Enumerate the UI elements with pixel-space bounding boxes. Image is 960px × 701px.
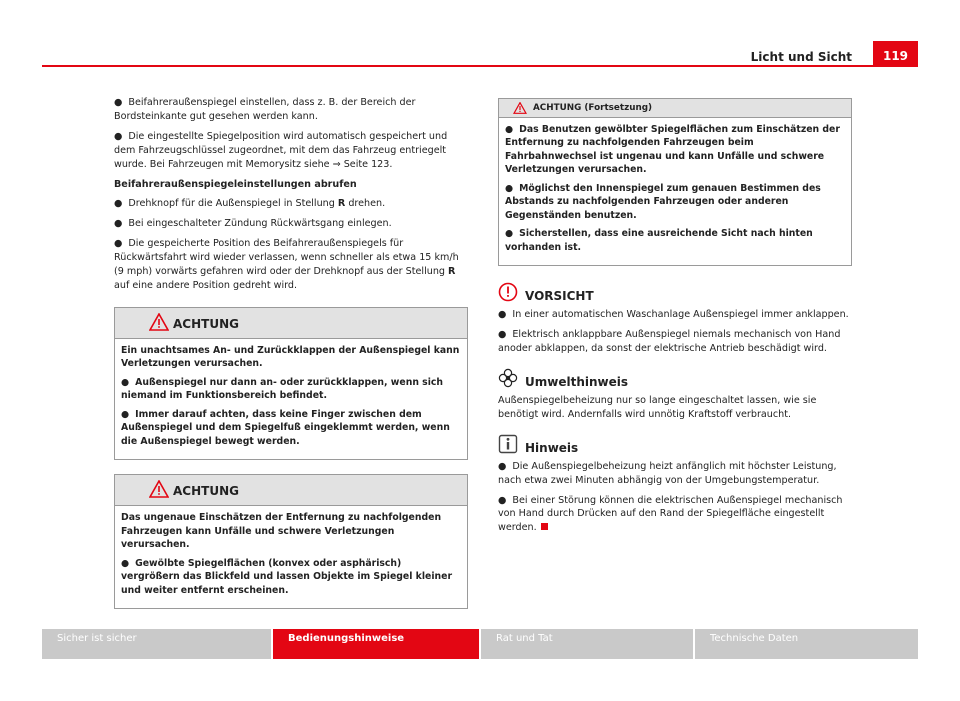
right-column <box>498 98 852 541</box>
list-item: ● Bei einer Störung können die elektrischen Außenspiegel mechanisch von Hand durch Drücken auf den Rand der Spiegelfläche eingestellt werden. <box>498 494 843 534</box>
end-marker-icon <box>541 523 548 530</box>
warning-box <box>114 474 468 609</box>
list-item: ● Drehknopf für die Außenspiegel in Stellung R drehen. <box>114 198 386 210</box>
info-icon <box>498 434 518 454</box>
list-item: ● Das Benutzen gewölbter Spiegelflächen zum Einschätzen der Entfernung zu nachfolgenden Fahrzeugen beim Fahrbahnwechsel ist ungenau und kann Unfälle und schwere Verletzungen verursachen. <box>505 124 840 176</box>
list-item: ● Außenspiegel nur dann an- oder zurückklappen, wenn sich niemand im Funktionsbereich befindet. <box>121 376 444 402</box>
caution-title: VORSICHT <box>525 289 594 304</box>
warning-triangle-icon <box>149 480 169 498</box>
left-column <box>114 96 468 609</box>
warning-box <box>114 307 468 460</box>
bullet-icon: ● <box>121 408 130 420</box>
caution-section <box>498 282 852 356</box>
note-title: Hinweis <box>525 440 579 455</box>
bullet-icon: ● <box>121 557 130 569</box>
list-item: ● Bei eingeschalteter Zündung Rückwärtsgang einlegen. <box>114 218 392 230</box>
header-divider <box>42 65 918 67</box>
environment-text: Außenspiegelbeheizung nur so lange eingeschaltet lassen, wie sie benötigt wird. Andernfalls wird unnötig Kraftstoff verbraucht. <box>498 394 817 420</box>
bullet-icon: ● <box>114 198 123 210</box>
warning-box-header <box>499 99 851 118</box>
bullet-icon: ● <box>505 182 514 194</box>
list-item: ● Immer darauf achten, dass keine Finger zwischen dem Außenspiegel und dem Spiegelfuß eingeklemmt werden, wenn die Außenspiegel bewegt werden. <box>121 408 450 447</box>
list-item: ● Die gespeicherte Position des Beifahreraußenspiegels für Rückwärtsfahrt wird wieder verlassen, wenn schneller als etwa 15 km/h (9 mph) vorwärts gefahren wird oder der Drehknopf aus der Stellung R auf eine andere Position gedreht wird. <box>114 238 459 291</box>
list-item: ● Die eingestellte Spiegelposition wird automatisch gespeichert und dem Fahrzeugschlüssel zugeordnet, mit dem das Fahrzeug entriegelt wurde. Bei Fahrzeugen mit Memorysitz siehe ⇒ Seite 123. <box>114 130 448 170</box>
list-item: ● Die Außenspiegelbeheizung heizt anfänglich mit höchster Leistung, nach etwa zwei Minuten abhängig von der Umgebungstemperatur. <box>498 460 837 486</box>
bullet-icon: ● <box>505 124 514 135</box>
environment-title: Umwelthinweis <box>525 374 629 389</box>
warning-box-header <box>115 308 467 339</box>
caution-icon <box>498 282 518 302</box>
warning-title: ACHTUNG <box>173 484 239 499</box>
warning-box-continued <box>498 98 852 266</box>
note-section <box>498 434 852 536</box>
bullet-icon: ● <box>498 460 507 472</box>
flower-icon <box>498 368 518 388</box>
bullet-icon: ● <box>498 329 507 341</box>
warning-triangle-icon <box>149 313 169 331</box>
list-item: ● Elektrisch anklappbare Außenspiegel niemals mechanisch von Hand anoder abklappen, da sonst der elektrische Antrieb beschädigt wird. <box>498 329 841 355</box>
footer-tab-sicher[interactable]: Sicher ist sicher <box>42 629 271 659</box>
chapter-title: Licht und Sicht <box>750 50 852 64</box>
list-item: ● Gewölbte Spiegelflächen (konvex oder asphärisch) vergrößern das Blickfeld und lassen Objekte im Spiegel kleiner und weiter entfernt erscheinen. <box>121 557 453 596</box>
bullet-icon: ● <box>505 228 514 240</box>
bullet-icon: ● <box>114 218 123 230</box>
list-item: ● Sicherstellen, dass eine ausreichende Sicht nach hinten vorhanden ist. <box>505 228 813 253</box>
bullet-icon: ● <box>114 97 123 108</box>
bullet-icon: ● <box>498 309 507 321</box>
warning-triangle-icon <box>513 102 527 114</box>
warning-body: Ein unachtsames An- und Zurückklappen der Außenspiegel kann Verletzungen verursachen. ● Außenspiegel nur dann an- oder zurückklappen, wenn sich niemand im Funktionsbereich befindet. ● Immer darauf achten, dass keine Finger zwischen dem Außenspiegel und dem Spiegelfuß eingeklemmt werden, wenn die Außenspiegel bewegt werden. <box>121 344 460 447</box>
warning-box-header <box>115 475 467 506</box>
environment-section <box>498 368 852 422</box>
bullet-icon: ● <box>114 130 123 142</box>
footer-tab-technik[interactable]: Technische Daten <box>695 629 918 659</box>
warning-title: ACHTUNG <box>173 316 239 331</box>
warning-body <box>499 118 851 265</box>
bullet-icon: ● <box>498 494 507 506</box>
list-item: ● Möglichst den Innenspiegel zum genauen Bestimmen des Abstands zu nachfolgenden Fahrzeugen oder anderen Gegenständen benutzen. <box>505 182 821 221</box>
warning-body: Das ungenaue Einschätzen der Entfernung zu nachfolgenden Fahrzeugen kann Unfälle und schwere Verletzungen verursachen. ● Gewölbte Spiegelflächen (konvex oder asphärisch) vergrößern das Blickfeld und lassen Objekte im Spiegel kleiner und weiter entfernt erscheinen. <box>115 506 467 608</box>
footer-tab-rat[interactable]: Rat und Tat <box>481 629 693 659</box>
list-item: ● Beifahreraußenspiegel einstellen, dass z. B. der Bereich der Bordsteinkante gut gesehen werden kann. <box>114 97 416 122</box>
page-number: 119 <box>873 41 918 66</box>
section-subheading: Beifahreraußenspiegeleinstellungen abrufen <box>114 178 357 190</box>
footer-tab-bedienung[interactable]: Bedienungshinweise <box>273 629 479 659</box>
list-item: ● In einer automatischen Waschanlage Außenspiegel immer anklappen. <box>498 309 849 321</box>
bullet-icon: ● <box>114 238 123 250</box>
bullet-icon: ● <box>121 376 130 388</box>
warning-title: ACHTUNG (Fortsetzung) <box>533 103 653 113</box>
